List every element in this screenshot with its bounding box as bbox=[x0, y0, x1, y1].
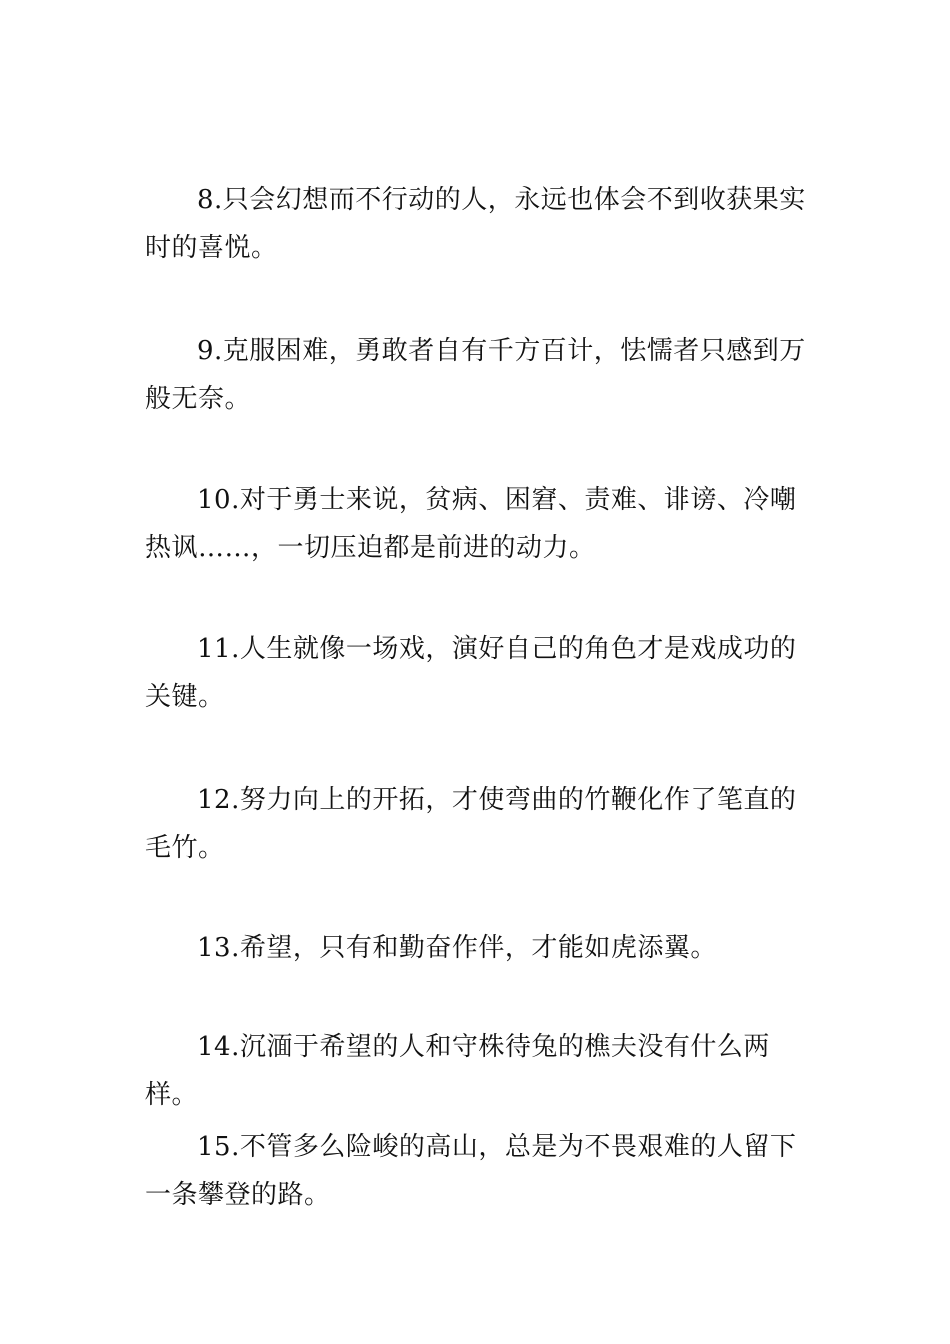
quote-paragraph-8: 8.只会幻想而不行动的人，永远也体会不到收获果实时的喜悦。 bbox=[145, 185, 806, 263]
quote-paragraph-14: 14.沉湎于希望的人和守株待兔的樵夫没有什么两样。 bbox=[145, 1032, 770, 1110]
quote-paragraph-12: 12.努力向上的开拓，才使弯曲的竹鞭化作了笔直的毛竹。 bbox=[145, 785, 797, 863]
quote-paragraph-10: 10.对于勇士来说，贫病、困窘、责难、诽谤、冷嘲热讽……，一切压迫都是前进的动力。 bbox=[145, 485, 797, 563]
quote-paragraph-11: 11.人生就像一场戏，演好自己的角色才是戏成功的关键。 bbox=[145, 634, 797, 712]
quote-paragraph-15: 15.不管多么险峻的高山，总是为不畏艰难的人留下一条攀登的路。 bbox=[145, 1132, 797, 1210]
quote-paragraph-13: 13.希望，只有和勤奋作伴，才能如虎添翼。 bbox=[197, 933, 717, 963]
quote-paragraph-9: 9.克服困难，勇敢者自有千方百计，怯懦者只感到万般无奈。 bbox=[145, 336, 806, 414]
